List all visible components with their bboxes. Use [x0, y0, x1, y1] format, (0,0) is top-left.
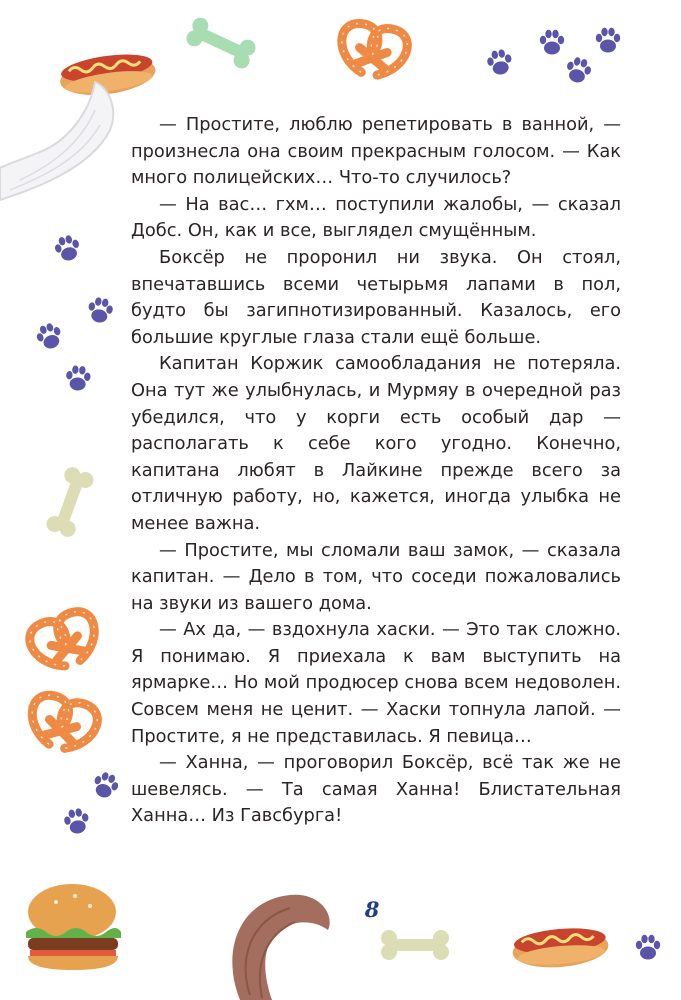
paragraph: — На вас… гхм… поступили жалобы, — сказал Добс. Он, как и все, выглядел смущённым.	[131, 193, 621, 242]
paragraph: Капитан Коржик самообладания не потеряла. Она тут же улыбнулась, и Мурмяу в очередной раз убедился, что у корги есть особый дар — располагать к себе кого угодно. Конечно, капитана любят в Лайкине прежде всего за отличную работу, но, кажется, иногда улыбка не менее важна.	[131, 353, 621, 534]
paw-print-icon	[20, 220, 130, 410]
bone-icon	[176, 8, 266, 78]
paragraph: — Простите, мы сломали ваш замок, — сказала капитан. — Дело в том, что соседи пожаловались на звуки из вашего дома.	[131, 539, 621, 614]
bone-icon	[365, 920, 465, 970]
white-tail-icon	[0, 80, 130, 220]
bone-icon	[30, 452, 110, 552]
paw-print-icon	[628, 925, 668, 965]
page-number: 8	[364, 897, 380, 922]
paragraph: — Ах да, — вздохнула хаски. — Это так сложно. Я понимаю. Я приехала к вам выступить на ярмарке… Но мой продюсер снова всем недоволен. Совсем меня не ценит. — Хаски топнула лапой. — Простите, я не представилась. Я певица…	[131, 619, 621, 747]
brown-tail-icon	[210, 890, 340, 1000]
burger-icon	[20, 880, 125, 975]
pretzel-icon	[15, 680, 110, 770]
paragraph: Боксёр не проронил ни звука. Он стоял, впечатавшись всеми четырьмя лапами в пол, будто бы загипнотизированный. Казалось, его большие круглые глаза стали ещё больше.	[131, 246, 621, 348]
paragraph: — Простите, люблю репетировать в ванной, — произнесла она своим прекрасным голосом. — Как много полицейских… Что-то случилось?	[131, 114, 621, 189]
pretzel-icon	[15, 595, 115, 690]
paragraph: — Ханна, — проговорил Боксёр, всё так же не шевелясь. — Та самая Ханна! Блистательная Ханна… Из Гавсбурга!	[131, 752, 621, 827]
hotdog-icon	[505, 912, 615, 974]
paw-print-icon	[480, 20, 630, 95]
pretzel-icon	[327, 8, 419, 96]
body-text	[131, 112, 621, 830]
paw-print-icon	[55, 765, 130, 845]
